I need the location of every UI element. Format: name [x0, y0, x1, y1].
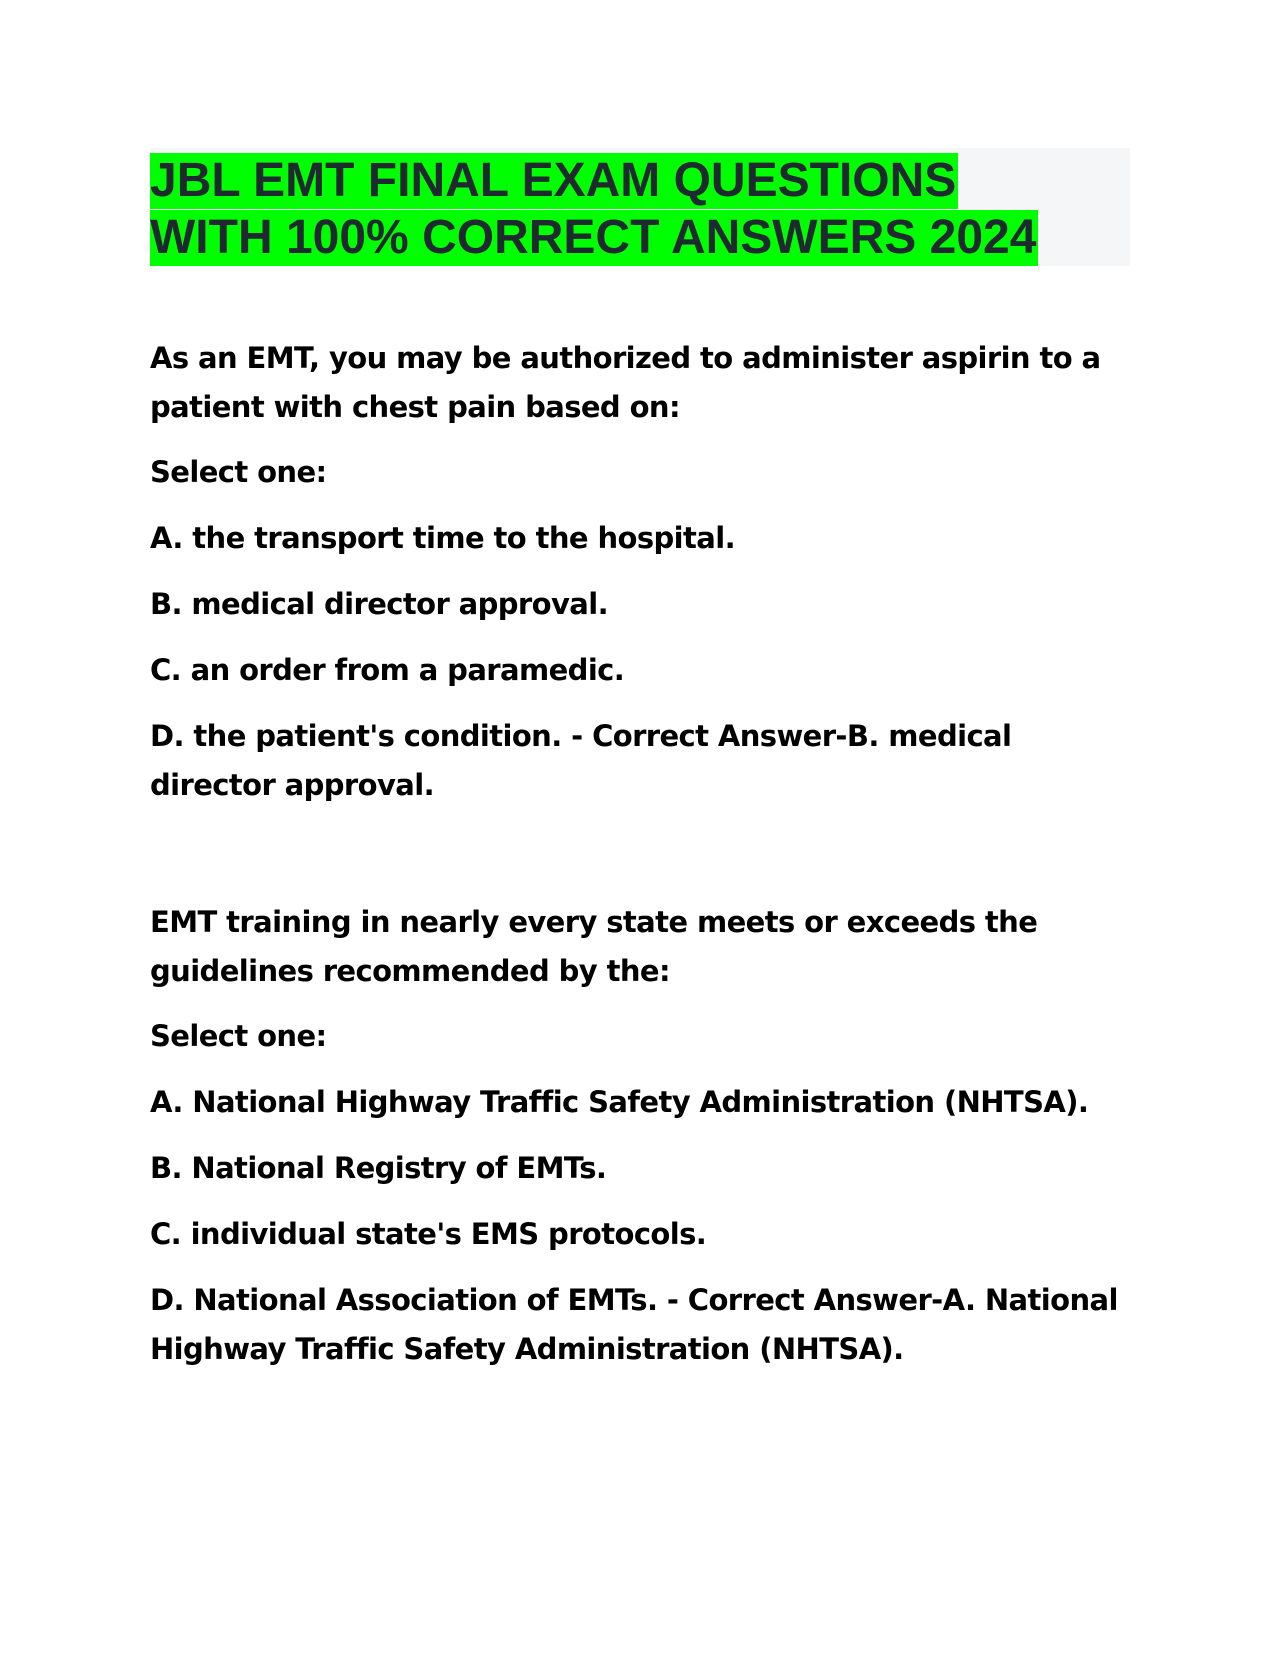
question-1	[150, 334, 1130, 827]
option-a: A. National Highway Traffic Safety Administration (NHTSA).	[150, 1085, 1089, 1119]
question-stem: EMT training in nearly every state meets or exceeds the guidelines recommended by the:	[150, 905, 1038, 988]
select-one-label: Select one:	[150, 455, 327, 489]
question-2	[150, 898, 1130, 1391]
option-b: B. medical director approval.	[150, 587, 608, 621]
option-c: C. individual state's EMS protocols.	[150, 1217, 707, 1251]
option-b: B. National Registry of EMTs.	[150, 1151, 607, 1185]
option-d-with-answer: D. the patient's condition. - Correct Answer-B. medical director approval.	[150, 719, 1012, 802]
document-title-line-2: WITH 100% CORRECT ANSWERS 2024	[150, 211, 1037, 264]
select-one-label: Select one:	[150, 1019, 327, 1053]
document-title-line-1: JBL EMT FINAL EXAM QUESTIONS	[150, 154, 957, 207]
option-c: C. an order from a paramedic.	[150, 653, 625, 687]
option-d-with-answer: D. National Association of EMTs. - Correct Answer-A. National Highway Traffic Safety Administration (NHTSA).	[150, 1283, 1118, 1366]
option-a: A. the transport time to the hospital.	[150, 521, 736, 555]
question-stem: As an EMT, you may be authorized to administer aspirin to a patient with chest pain based on:	[150, 341, 1101, 424]
